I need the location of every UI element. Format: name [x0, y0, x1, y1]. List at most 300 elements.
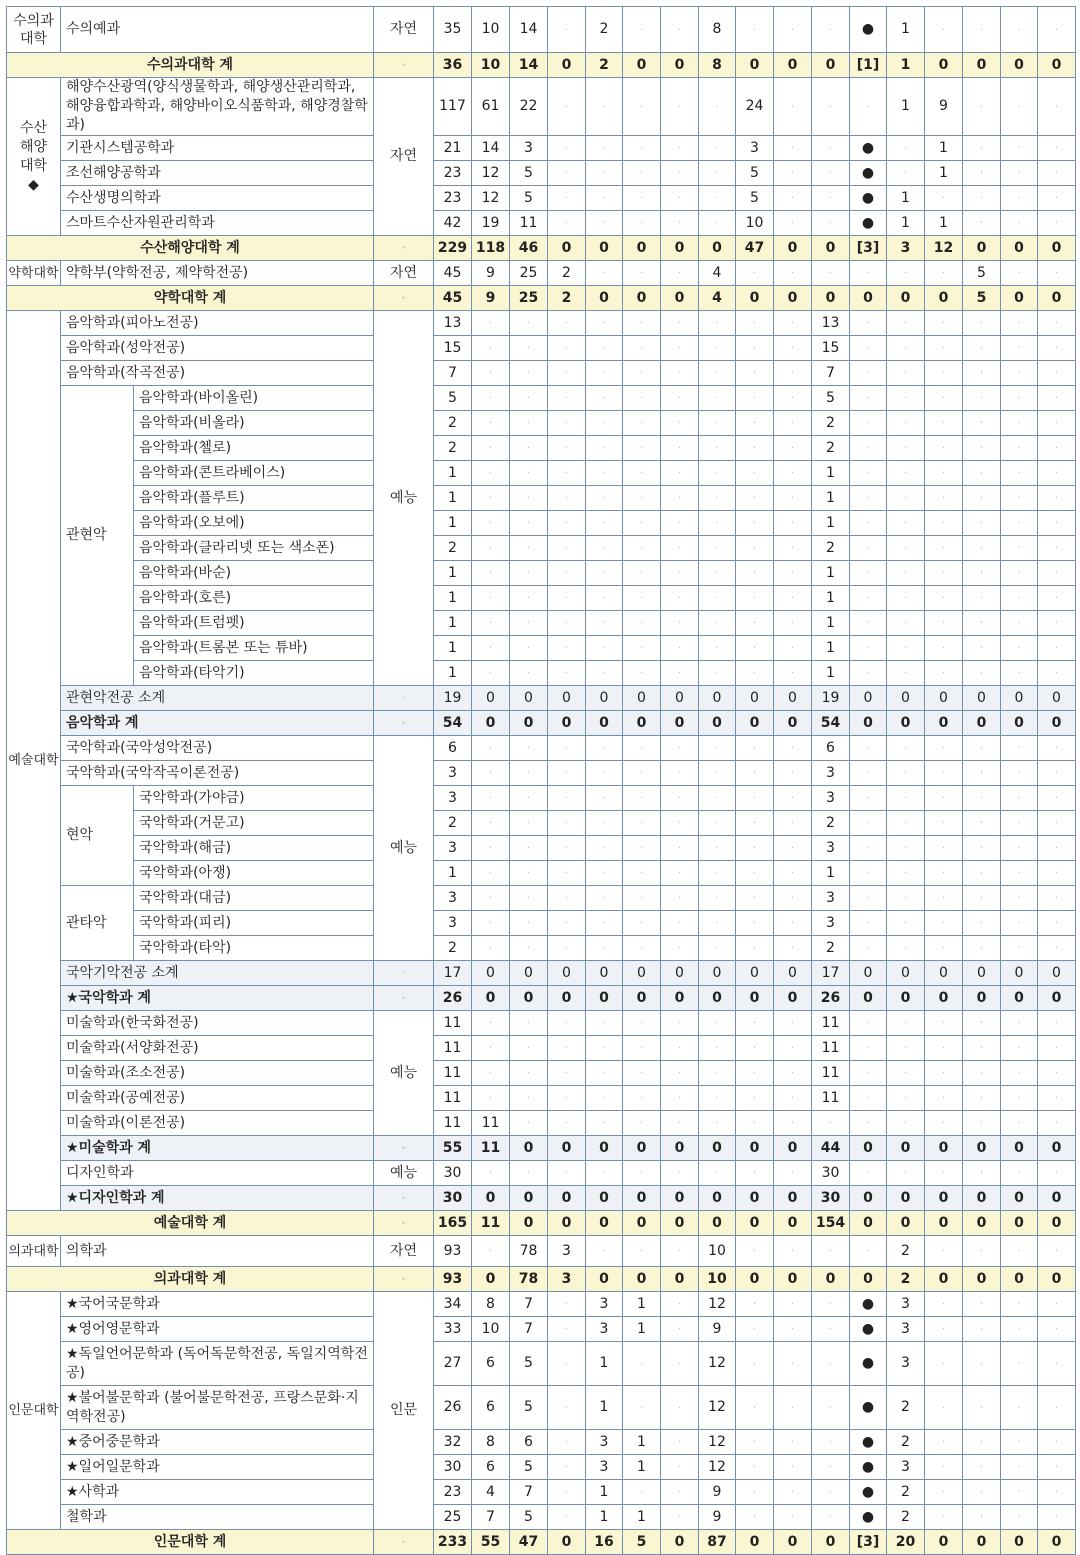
- value-cell: [736, 1292, 774, 1317]
- placeholder-dot: ·: [526, 443, 531, 454]
- placeholder-dot: ·: [1017, 543, 1021, 554]
- value-cell: [774, 911, 812, 936]
- dept-label: 국악학과(가야금): [134, 786, 374, 811]
- table-row: [7, 1111, 1076, 1136]
- value-cell: [548, 1430, 586, 1455]
- value-cell: 11: [812, 1086, 850, 1111]
- value-cell: [623, 186, 661, 211]
- value-cell: [510, 336, 548, 361]
- value-cell: 0: [774, 53, 812, 78]
- value-cell: 30: [434, 1455, 472, 1480]
- value-cell: [661, 561, 699, 586]
- value-cell: [736, 611, 774, 636]
- dept-label: ★일어일문학과: [61, 1455, 374, 1480]
- value-cell: [472, 786, 510, 811]
- value-cell: 1: [812, 486, 850, 511]
- dept-label: 미술학과(조소전공): [61, 1061, 374, 1086]
- value-cell: [925, 1111, 963, 1136]
- placeholder-dot: ·: [866, 768, 870, 779]
- placeholder-dot: ·: [715, 193, 719, 204]
- value-cell: [963, 211, 1001, 236]
- value-cell: 0: [925, 1211, 963, 1236]
- placeholder-dot: ·: [564, 1437, 569, 1448]
- value-cell: 0: [925, 1530, 963, 1555]
- placeholder-dot: ·: [752, 1299, 757, 1310]
- placeholder-dot: ·: [752, 893, 757, 904]
- placeholder-dot: ·: [903, 918, 908, 929]
- placeholder-dot: ·: [941, 443, 946, 454]
- value-cell: [925, 461, 963, 486]
- value-cell: [736, 586, 774, 611]
- placeholder-dot: ·: [979, 1068, 984, 1079]
- value-cell: [887, 361, 925, 386]
- value-cell: [699, 861, 736, 886]
- value-cell: [1038, 1430, 1076, 1455]
- value-cell: 0: [925, 686, 963, 711]
- value-cell: 1: [812, 561, 850, 586]
- placeholder-dot: ·: [639, 1358, 644, 1370]
- value-cell: [774, 1061, 812, 1086]
- value-cell: 0: [472, 1186, 510, 1211]
- value-cell: [887, 811, 925, 836]
- placeholder-dot: ·: [790, 1093, 795, 1104]
- value-cell: [586, 436, 623, 461]
- placeholder-dot: ·: [941, 393, 946, 404]
- table-row: [7, 1386, 1076, 1430]
- placeholder-dot: ·: [677, 418, 682, 429]
- placeholder-dot: ·: [752, 668, 757, 679]
- placeholder-dot: ·: [979, 918, 984, 929]
- placeholder-dot: ·: [564, 818, 569, 829]
- placeholder-dot: ·: [488, 1043, 493, 1054]
- placeholder-dot: ·: [715, 593, 719, 604]
- value-cell: ●: [850, 186, 887, 211]
- placeholder-dot: ·: [715, 818, 719, 829]
- value-cell: [850, 911, 887, 936]
- value-cell: 10: [472, 7, 510, 53]
- value-cell: [963, 1161, 1001, 1186]
- placeholder-dot: ·: [941, 1068, 946, 1079]
- value-cell: [661, 1430, 699, 1455]
- placeholder-dot: ·: [790, 843, 795, 854]
- placeholder-dot: ·: [1017, 268, 1021, 279]
- placeholder-dot: ·: [1054, 393, 1059, 404]
- table-row: [7, 611, 1076, 636]
- placeholder-dot: ·: [715, 1093, 719, 1104]
- value-cell: [736, 1342, 774, 1386]
- value-cell: 0: [963, 986, 1001, 1011]
- value-cell: [925, 886, 963, 911]
- value-cell: 0: [548, 986, 586, 1011]
- value-cell: [586, 411, 623, 436]
- placeholder-dot: ·: [1054, 918, 1059, 929]
- value-cell: 5: [736, 186, 774, 211]
- value-cell: 15: [434, 336, 472, 361]
- placeholder-dot: ·: [790, 101, 795, 113]
- value-cell: 12: [699, 1386, 736, 1430]
- placeholder-dot: ·: [903, 518, 908, 529]
- placeholder-dot: ·: [752, 1118, 757, 1129]
- value-cell: [850, 361, 887, 386]
- subtotal-label: 국악기악전공 소계: [61, 961, 374, 986]
- value-cell: [661, 1317, 699, 1342]
- placeholder-dot: ·: [564, 218, 569, 229]
- placeholder-dot: ·: [677, 843, 682, 854]
- value-cell: [925, 1292, 963, 1317]
- placeholder-dot: ·: [790, 568, 795, 579]
- placeholder-dot: ·: [639, 618, 644, 629]
- value-cell: [850, 886, 887, 911]
- value-cell: 0: [963, 53, 1001, 78]
- value-cell: 0: [586, 961, 623, 986]
- value-cell: [963, 861, 1001, 886]
- placeholder-dot: ·: [752, 24, 757, 36]
- group-label: 관타악: [61, 886, 134, 961]
- value-cell: 0: [586, 986, 623, 1011]
- value-cell: [963, 1430, 1001, 1455]
- value-cell: [963, 561, 1001, 586]
- value-cell: [623, 1111, 661, 1136]
- placeholder-dot: ·: [715, 1118, 719, 1129]
- placeholder-dot: ·: [979, 1299, 984, 1310]
- placeholder-dot: ·: [752, 643, 757, 654]
- value-cell: [1038, 636, 1076, 661]
- value-cell: [850, 836, 887, 861]
- placeholder-dot: ·: [677, 318, 682, 329]
- value-cell: [510, 1161, 548, 1186]
- value-cell: [925, 361, 963, 386]
- placeholder-dot: ·: [941, 793, 946, 804]
- value-cell: 1: [586, 1480, 623, 1505]
- table-row: [7, 1236, 1076, 1267]
- placeholder-dot: ·: [1054, 1324, 1059, 1335]
- placeholder-dot: ·: [790, 743, 795, 754]
- value-cell: [699, 161, 736, 186]
- value-cell: 7: [510, 1292, 548, 1317]
- track-label: 예능: [374, 311, 434, 686]
- dept-label: 음악학과(클라리넷 또는 색소폰): [134, 536, 374, 561]
- value-cell: [510, 661, 548, 686]
- placeholder-dot: ·: [1054, 168, 1059, 179]
- placeholder-dot: ·: [1017, 1324, 1021, 1335]
- value-cell: 3: [586, 1317, 623, 1342]
- value-cell: 0: [774, 986, 812, 1011]
- value-cell: 5: [963, 261, 1001, 286]
- value-cell: 1: [586, 1342, 623, 1386]
- placeholder-dot: ·: [1017, 1358, 1021, 1370]
- placeholder-dot: ·: [941, 618, 946, 629]
- value-cell: [925, 911, 963, 936]
- placeholder-dot: ·: [526, 1018, 531, 1029]
- value-cell: [1001, 886, 1038, 911]
- value-cell: 0: [1001, 961, 1038, 986]
- value-cell: [850, 936, 887, 961]
- placeholder-dot: ·: [677, 143, 682, 154]
- value-cell: [548, 486, 586, 511]
- value-cell: [661, 761, 699, 786]
- value-cell: [510, 811, 548, 836]
- value-cell: 0: [774, 1267, 812, 1292]
- value-cell: [1]: [850, 53, 887, 78]
- value-cell: [925, 386, 963, 411]
- value-cell: 2: [812, 936, 850, 961]
- value-cell: 0: [1001, 53, 1038, 78]
- value-cell: 11: [812, 1061, 850, 1086]
- placeholder-dot: ·: [602, 618, 606, 629]
- placeholder-dot: ·: [639, 24, 644, 36]
- value-cell: 0: [1038, 1530, 1076, 1555]
- value-cell: [774, 1317, 812, 1342]
- placeholder-dot: ·: [790, 1402, 795, 1414]
- value-cell: [586, 611, 623, 636]
- value-cell: [1001, 736, 1038, 761]
- value-cell: [699, 936, 736, 961]
- placeholder-dot: ·: [488, 893, 493, 904]
- placeholder-dot: ·: [1017, 393, 1021, 404]
- value-cell: [925, 786, 963, 811]
- value-cell: [774, 636, 812, 661]
- table-row: [7, 7, 1076, 53]
- placeholder-dot: ·: [752, 1512, 757, 1523]
- placeholder-dot: ·: [526, 518, 531, 529]
- value-cell: 0: [850, 686, 887, 711]
- placeholder-dot: ·: [979, 1093, 984, 1104]
- placeholder-dot: ·: [979, 543, 984, 554]
- value-cell: [850, 1086, 887, 1111]
- placeholder-dot: ·: [941, 1093, 946, 1104]
- value-cell: [774, 736, 812, 761]
- value-cell: [1001, 1317, 1038, 1342]
- placeholder-dot: ·: [941, 493, 946, 504]
- value-cell: [1038, 586, 1076, 611]
- value-cell: [699, 661, 736, 686]
- value-cell: [661, 811, 699, 836]
- placeholder-dot: ·: [1017, 868, 1021, 879]
- placeholder-dot: ·: [828, 168, 833, 179]
- value-cell: [586, 1036, 623, 1061]
- value-cell: 9: [472, 261, 510, 286]
- value-cell: [699, 811, 736, 836]
- placeholder-dot: ·: [790, 1246, 795, 1257]
- value-cell: [1038, 486, 1076, 511]
- dept-label: 미술학과(서양화전공): [61, 1036, 374, 1061]
- placeholder-dot: ·: [677, 468, 682, 479]
- value-cell: [774, 1386, 812, 1430]
- placeholder-dot: ·: [790, 1437, 795, 1448]
- placeholder-dot: ·: [677, 768, 682, 779]
- value-cell: [510, 586, 548, 611]
- value-cell: [661, 1036, 699, 1061]
- value-cell: 0: [1001, 1530, 1038, 1555]
- value-cell: [548, 386, 586, 411]
- table-row: [7, 511, 1076, 536]
- placeholder-dot: ·: [1054, 1462, 1059, 1473]
- value-cell: [1001, 786, 1038, 811]
- placeholder-dot: ·: [941, 743, 946, 754]
- track-cell: ·: [374, 1186, 434, 1211]
- value-cell: [548, 511, 586, 536]
- value-cell: [1001, 1061, 1038, 1086]
- value-cell: [963, 436, 1001, 461]
- value-cell: [586, 536, 623, 561]
- placeholder-dot: ·: [488, 743, 493, 754]
- value-cell: [1001, 1455, 1038, 1480]
- value-cell: [1038, 436, 1076, 461]
- placeholder-dot: ·: [488, 593, 493, 604]
- value-cell: 3: [434, 836, 472, 861]
- value-cell: [510, 936, 548, 961]
- placeholder-dot: ·: [979, 943, 984, 954]
- placeholder-dot: ·: [677, 1168, 682, 1179]
- value-cell: [812, 1236, 850, 1267]
- placeholder-dot: ·: [526, 493, 531, 504]
- placeholder-dot: ·: [903, 893, 908, 904]
- value-cell: [623, 611, 661, 636]
- value-cell: [887, 436, 925, 461]
- value-cell: [812, 186, 850, 211]
- value-cell: [812, 261, 850, 286]
- placeholder-dot: ·: [1017, 943, 1021, 954]
- value-cell: [963, 1061, 1001, 1086]
- value-cell: 0: [623, 53, 661, 78]
- value-cell: 12: [699, 1430, 736, 1455]
- dept-label: 음악학과(바순): [134, 561, 374, 586]
- value-cell: [661, 786, 699, 811]
- value-cell: [1038, 611, 1076, 636]
- value-cell: [623, 536, 661, 561]
- value-cell: [774, 861, 812, 886]
- placeholder-dot: ·: [1054, 1168, 1059, 1179]
- value-cell: 7: [510, 1480, 548, 1505]
- placeholder-dot: ·: [639, 893, 644, 904]
- placeholder-dot: ·: [790, 443, 795, 454]
- value-cell: [548, 1317, 586, 1342]
- placeholder-dot: ·: [903, 343, 908, 354]
- placeholder-dot: ·: [979, 493, 984, 504]
- placeholder-dot: ·: [903, 543, 908, 554]
- value-cell: 0: [736, 1267, 774, 1292]
- placeholder-dot: ·: [715, 493, 719, 504]
- placeholder-dot: ·: [564, 1118, 569, 1129]
- value-cell: [699, 586, 736, 611]
- value-cell: [699, 1161, 736, 1186]
- value-cell: [472, 311, 510, 336]
- value-cell: [1038, 161, 1076, 186]
- track-cell: ·: [374, 1267, 434, 1292]
- placeholder-dot: ·: [602, 318, 606, 329]
- placeholder-dot: ·: [564, 568, 569, 579]
- value-cell: [963, 1455, 1001, 1480]
- value-cell: 3: [887, 1317, 925, 1342]
- value-cell: [1001, 861, 1038, 886]
- placeholder-dot: ·: [866, 1168, 870, 1179]
- placeholder-dot: ·: [866, 1043, 870, 1054]
- value-cell: 10: [472, 53, 510, 78]
- placeholder-dot: ·: [1054, 1118, 1059, 1129]
- value-cell: [661, 661, 699, 686]
- value-cell: 0: [850, 711, 887, 736]
- value-cell: [736, 786, 774, 811]
- placeholder-dot: ·: [979, 1168, 984, 1179]
- value-cell: [812, 161, 850, 186]
- subtotal-label: ★디자인학과 계: [61, 1186, 374, 1211]
- value-cell: [699, 1011, 736, 1036]
- value-cell: [661, 611, 699, 636]
- value-cell: 0: [586, 1136, 623, 1161]
- placeholder-dot: ·: [1054, 143, 1059, 154]
- admission-quota-table: [6, 6, 1076, 1555]
- placeholder-dot: ·: [602, 1018, 606, 1029]
- value-cell: [623, 1086, 661, 1111]
- dept-label: ★중어중문학과: [61, 1430, 374, 1455]
- value-cell: [548, 1292, 586, 1317]
- value-cell: [774, 211, 812, 236]
- value-cell: [925, 836, 963, 861]
- value-cell: [774, 761, 812, 786]
- placeholder-dot: ·: [526, 568, 531, 579]
- placeholder-dot: ·: [903, 1018, 908, 1029]
- placeholder-dot: ·: [488, 643, 493, 654]
- value-cell: 0: [887, 986, 925, 1011]
- placeholder-dot: ·: [866, 543, 870, 554]
- value-cell: [887, 911, 925, 936]
- value-cell: [812, 1480, 850, 1505]
- placeholder-dot: ·: [526, 1168, 531, 1179]
- value-cell: [850, 1011, 887, 1036]
- value-cell: 0: [925, 961, 963, 986]
- value-cell: [623, 936, 661, 961]
- value-cell: 0: [661, 1136, 699, 1161]
- value-cell: [548, 861, 586, 886]
- value-cell: [963, 311, 1001, 336]
- value-cell: 0: [623, 1267, 661, 1292]
- group-label: 관현악: [61, 386, 134, 686]
- table-row: [7, 186, 1076, 211]
- value-cell: [1001, 336, 1038, 361]
- table-row: [7, 986, 1076, 1011]
- table-row: [7, 136, 1076, 161]
- value-cell: [850, 461, 887, 486]
- placeholder-dot: ·: [828, 1118, 833, 1129]
- placeholder-dot: ·: [1054, 268, 1059, 279]
- table-row: [7, 386, 1076, 411]
- value-cell: 2: [887, 1386, 925, 1430]
- placeholder-dot: ·: [677, 593, 682, 604]
- placeholder-dot: ·: [488, 668, 493, 679]
- placeholder-dot: ·: [602, 518, 606, 529]
- placeholder-dot: ·: [1017, 1246, 1021, 1257]
- value-cell: [774, 1036, 812, 1061]
- dept-label: 스마트수산자원관리학과: [61, 211, 374, 236]
- value-cell: [510, 861, 548, 886]
- value-cell: 9: [472, 286, 510, 311]
- value-cell: [1001, 161, 1038, 186]
- value-cell: 21: [434, 136, 472, 161]
- total-label: 수의과대학 계: [7, 53, 374, 78]
- placeholder-dot: ·: [979, 768, 984, 779]
- value-cell: 1: [925, 161, 963, 186]
- placeholder-dot: ·: [979, 1402, 984, 1414]
- value-cell: 0: [963, 1186, 1001, 1211]
- value-cell: [510, 436, 548, 461]
- placeholder-dot: ·: [790, 918, 795, 929]
- value-cell: [1038, 261, 1076, 286]
- placeholder-dot: ·: [979, 193, 984, 204]
- value-cell: [510, 1086, 548, 1111]
- placeholder-dot: ·: [602, 493, 606, 504]
- value-cell: [586, 1061, 623, 1086]
- placeholder-dot: ·: [790, 1512, 795, 1523]
